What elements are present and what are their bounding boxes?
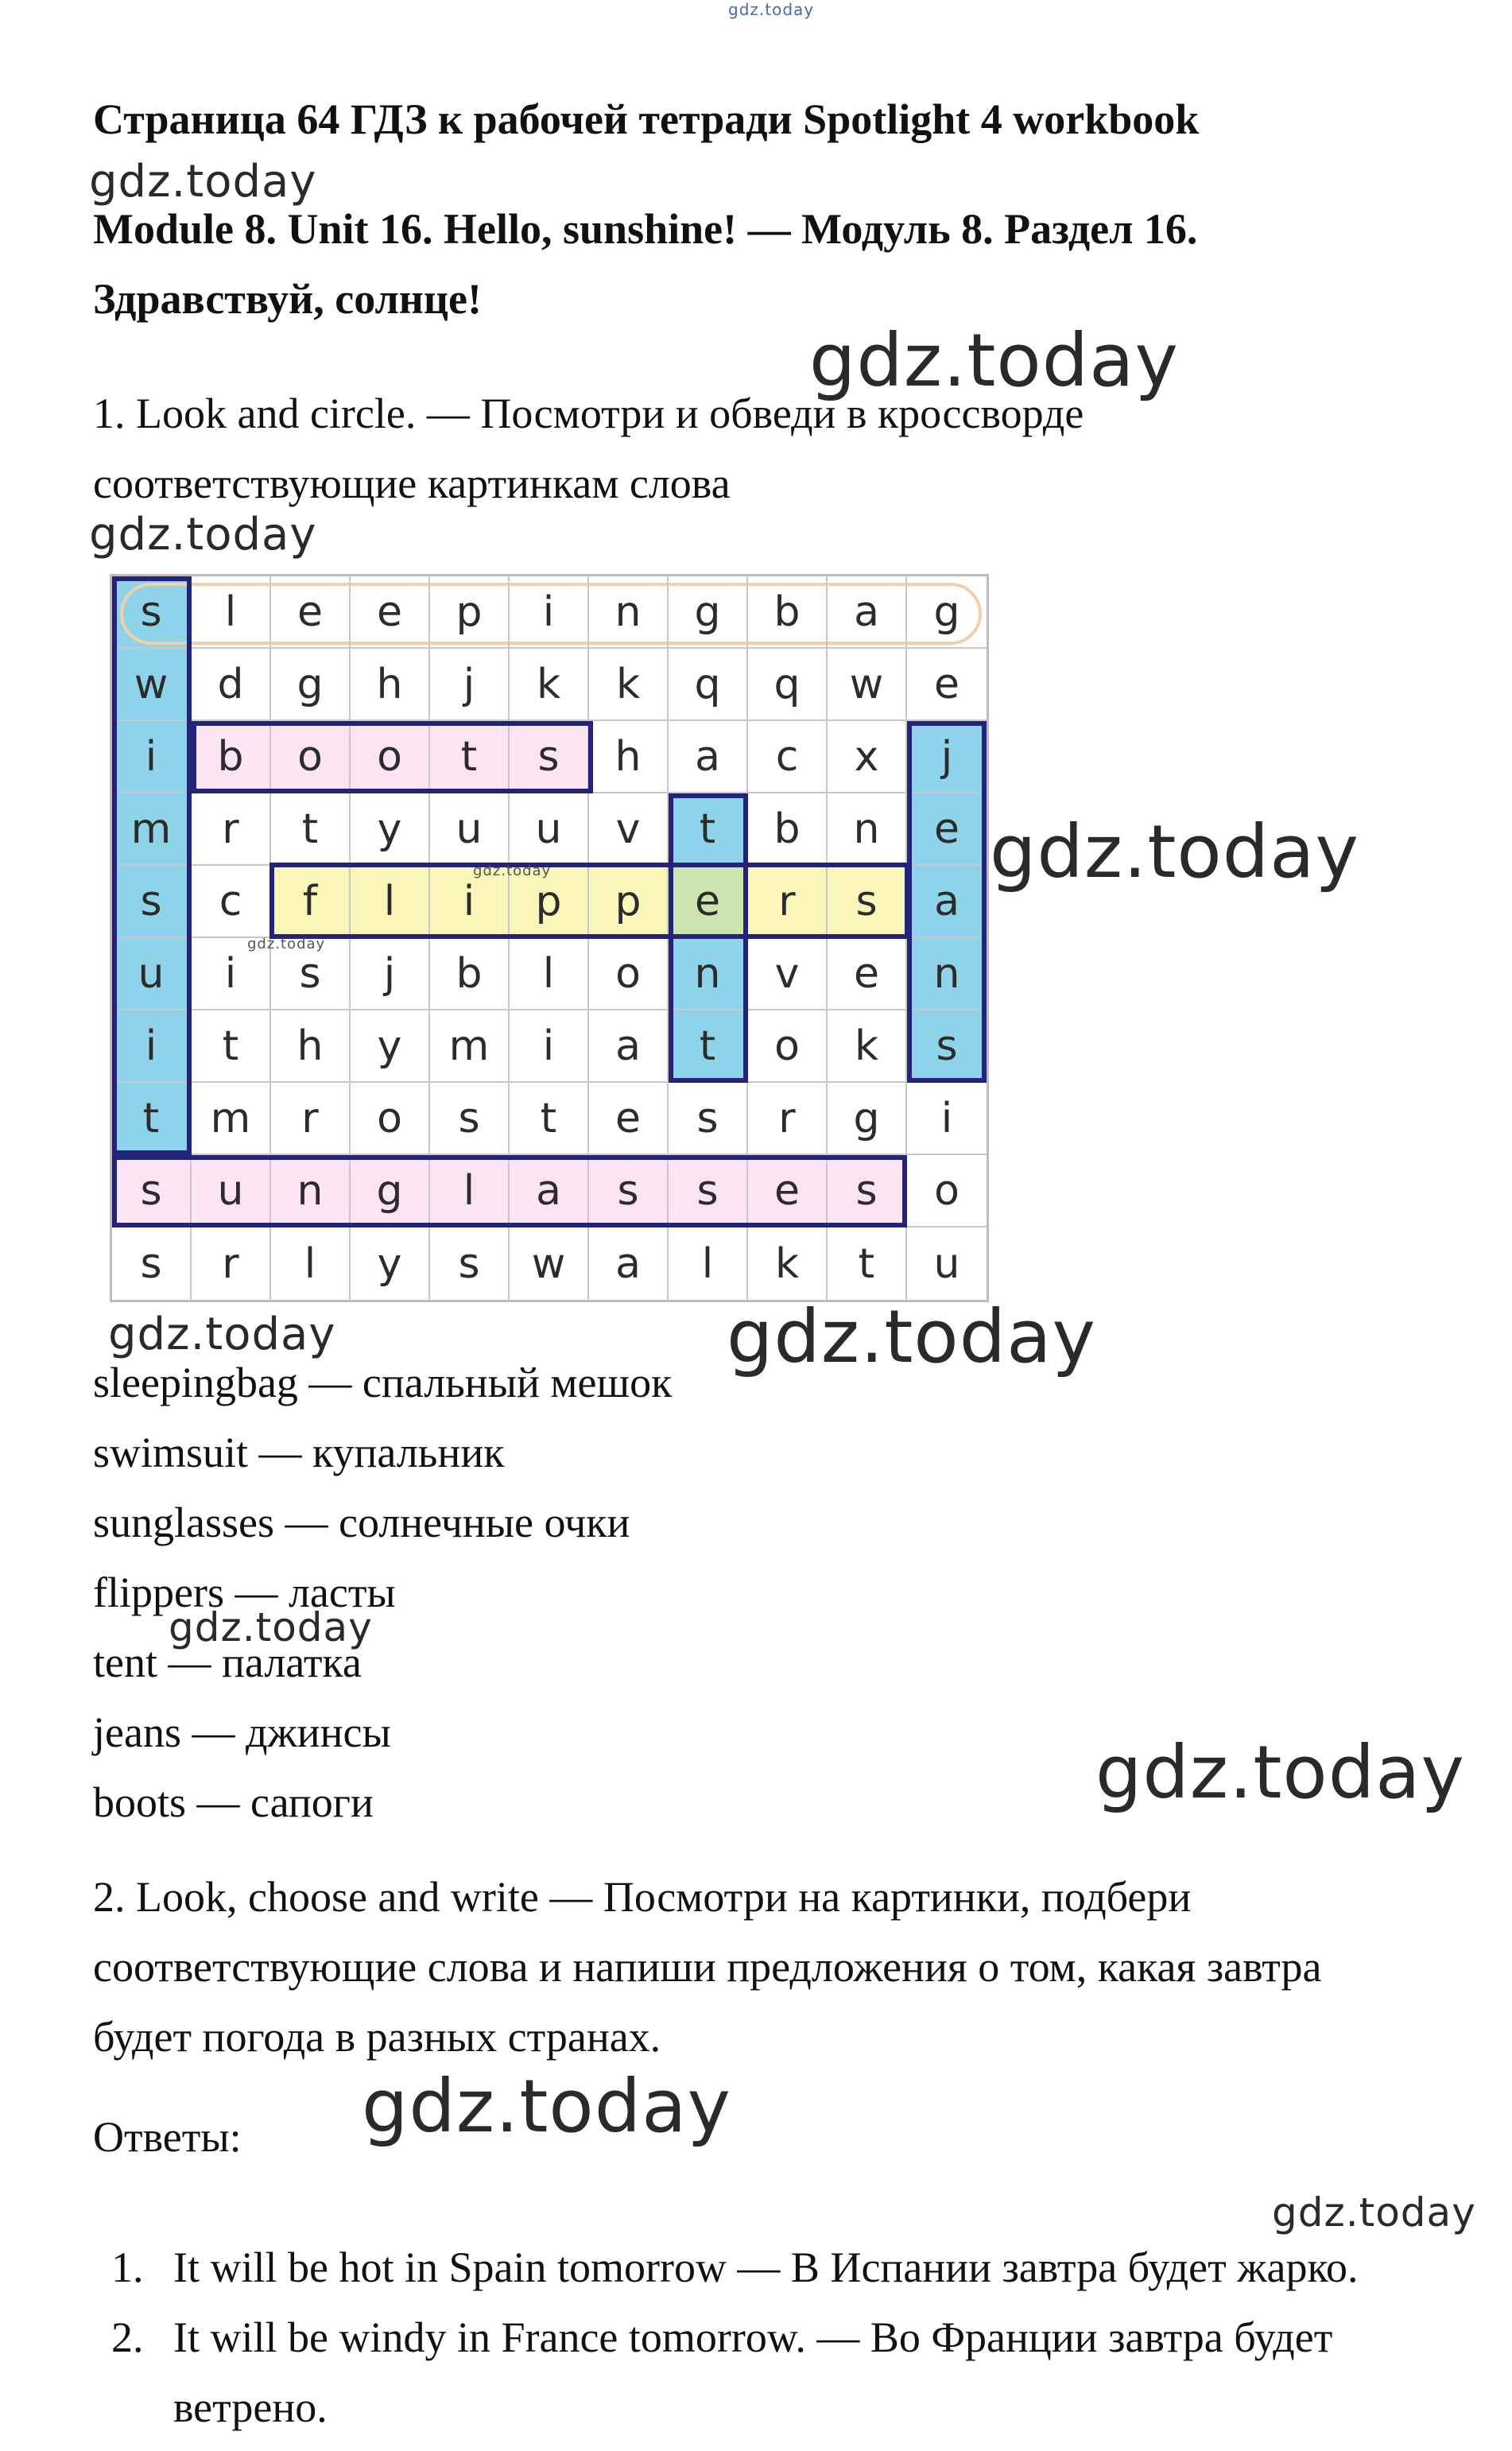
crossword-letter: t (699, 1022, 716, 1070)
crossword-grid (110, 574, 989, 1302)
outline-sunglasses (112, 1155, 907, 1227)
crossword-cell (589, 1083, 669, 1155)
crossword-letter: n (694, 949, 721, 998)
crossword-letter: m (210, 1094, 251, 1142)
crossword-cell (669, 721, 748, 793)
crossword-cell (430, 793, 510, 866)
crossword-letter: k (854, 1022, 879, 1070)
vocab-item: sunglasses — солнечные очки (93, 1499, 630, 1546)
crossword-cell (510, 1010, 589, 1083)
crossword-letter: s (458, 1094, 480, 1142)
vocab-item: tent — палатка (93, 1639, 362, 1686)
crossword-letter: b (773, 588, 801, 636)
answer-text: It will be windy in France tomorrow. — Во Франции завтра будет (173, 2313, 1333, 2361)
crossword-letter: c (775, 732, 799, 781)
crossword-letter: o (774, 1022, 800, 1070)
crossword-cell (192, 576, 271, 649)
crossword-cell (271, 1083, 351, 1155)
watermark: gdz.today (1095, 1730, 1465, 1815)
watermark: gdz.today (89, 509, 317, 560)
crossword-letter: u (456, 805, 483, 853)
answers-label: Ответы: (93, 2113, 242, 2161)
crossword-cell (589, 576, 669, 649)
crossword-letter: t (460, 732, 478, 781)
crossword-cell (589, 649, 669, 721)
crossword-cell (828, 1227, 907, 1300)
crossword-letter: i (463, 877, 475, 925)
crossword-letter: d (217, 660, 244, 708)
crossword-letter: r (778, 1094, 796, 1142)
crossword-letter: i (145, 1022, 157, 1070)
crossword-letter: y (377, 1022, 402, 1070)
crossword-letter: g (933, 588, 960, 636)
crossword-letter: g (694, 588, 721, 636)
crossword-letter: r (778, 877, 796, 925)
crossword-cell (828, 721, 907, 793)
crossword-letter: q (773, 660, 801, 708)
answer-number: 1. (111, 2244, 144, 2291)
answers-list (111, 2232, 1495, 2442)
crossword-cell (589, 938, 669, 1010)
crossword-letter: e (854, 949, 879, 998)
crossword-cell (510, 576, 589, 649)
crossword-letter: s (696, 1094, 719, 1142)
crossword-letter: f (302, 877, 318, 925)
watermark: gdz.today (990, 809, 1359, 894)
crossword-letter: i (224, 949, 237, 998)
crossword-cell (828, 576, 907, 649)
answer-number: 2. (111, 2313, 144, 2361)
crossword-letter: o (297, 732, 323, 781)
crossword-letter: e (695, 877, 720, 925)
crossword-cell (828, 793, 907, 866)
crossword-cell (669, 1083, 748, 1155)
crossword-letter: n (614, 588, 642, 636)
outline-swimsuit (112, 576, 192, 1155)
crossword-letter: x (854, 732, 879, 781)
crossword-letter: l (542, 949, 555, 998)
crossword-cell (510, 938, 589, 1010)
crossword-letter: o (615, 949, 641, 998)
crossword-letter: a (536, 1166, 561, 1215)
answer-text: It will be hot in Spain tomorrow — В Испании завтра будет жарко. (173, 2244, 1359, 2291)
crossword-letter: q (694, 660, 721, 708)
crossword-cell (271, 793, 351, 866)
crossword-cell (510, 649, 589, 721)
task2-line2: соответствующие слова и напиши предложения о том, какая завтра (93, 1943, 1322, 1991)
crossword-cell (192, 1227, 271, 1300)
crossword-cell (748, 793, 828, 866)
task2-line3: будет погода в разных странах. (93, 2013, 661, 2061)
crossword-cell (351, 649, 430, 721)
crossword-letter: i (940, 1094, 953, 1142)
crossword-letter: t (858, 1239, 875, 1288)
crossword-letter: h (614, 732, 642, 781)
crossword-letter: s (458, 1239, 480, 1288)
crossword-letter: t (699, 805, 716, 853)
crossword-letter: n (297, 1166, 324, 1215)
watermark: gdz.today (362, 2064, 731, 2149)
crossword-letter: g (297, 660, 324, 708)
crossword-cell (271, 1227, 351, 1300)
crossword-letter: y (377, 805, 402, 853)
crossword-letter: n (933, 949, 960, 998)
crossword-letter: i (145, 732, 157, 781)
crossword-cell (828, 938, 907, 1010)
crossword-cell (351, 1083, 430, 1155)
crossword-letter: i (542, 1022, 555, 1070)
crossword-letter: u (933, 1239, 960, 1288)
task1-line1: 1. Look and circle. — Посмотри и обведи в кроссворде (93, 390, 1084, 437)
crossword-cell (748, 1010, 828, 1083)
crossword-cell (828, 649, 907, 721)
vocab-item: sleepingbag — спальный мешок (93, 1359, 673, 1406)
crossword-letter: l (304, 1239, 316, 1288)
crossword-letter: s (855, 1166, 878, 1215)
crossword-letter: a (854, 588, 879, 636)
crossword-letter: g (376, 1166, 403, 1215)
crossword-letter: v (615, 805, 641, 853)
crossword-letter: r (222, 1239, 239, 1288)
crossword-letter: s (855, 877, 878, 925)
crossword-letter: s (617, 1166, 639, 1215)
crossword-letter: s (936, 1022, 958, 1070)
page-title-line3: Здравствуй, солнце! (93, 275, 482, 323)
crossword-letter: e (934, 805, 960, 853)
crossword-letter: l (463, 1166, 475, 1215)
watermark: gdz.today (108, 1309, 336, 1360)
crossword-letter: n (853, 805, 880, 853)
task1-line2: соответствующие картинкам слова (93, 460, 731, 507)
crossword-cell (907, 1155, 987, 1227)
crossword-cell (748, 1083, 828, 1155)
crossword-cell (510, 1083, 589, 1155)
crossword-letter: o (377, 1094, 402, 1142)
crossword-letter: p (614, 877, 642, 925)
crossword-letter: u (217, 1166, 244, 1215)
vocab-item: flippers — ласты (93, 1569, 396, 1616)
crossword-cell (430, 1083, 510, 1155)
crossword-cell (589, 793, 669, 866)
vocab-item: jeans — джинсы (93, 1708, 391, 1756)
crossword-letter: m (448, 1022, 490, 1070)
crossword-cell (669, 576, 748, 649)
crossword-cell (907, 1227, 987, 1300)
crossword-cell (351, 576, 430, 649)
crossword-cell (192, 1010, 271, 1083)
crossword-cell (828, 1010, 907, 1083)
crossword-cell (430, 1010, 510, 1083)
crossword-letter: w (134, 660, 169, 708)
answer-item (111, 2232, 1495, 2302)
crossword-letter: b (456, 949, 483, 998)
crossword-letter: e (377, 588, 402, 636)
crossword-letter: p (535, 877, 562, 925)
crossword-cell (351, 938, 430, 1010)
watermark: gdz.today (809, 318, 1179, 403)
crossword-cell (430, 649, 510, 721)
crossword-cell (112, 1227, 192, 1300)
crossword-letter: j (383, 949, 396, 998)
vocab-item: boots — сапоги (93, 1778, 374, 1826)
crossword-cell (192, 793, 271, 866)
crossword-letter: w (849, 660, 884, 708)
crossword-letter: j (463, 660, 475, 708)
crossword-letter: s (696, 1166, 719, 1215)
crossword-cell (192, 1083, 271, 1155)
crossword-cell (589, 1227, 669, 1300)
crossword-letter: l (224, 588, 237, 636)
crossword-letter: k (615, 660, 641, 708)
crossword-cell (748, 1227, 828, 1300)
answer-item (111, 2302, 1495, 2442)
crossword-cell (907, 1083, 987, 1155)
watermark: gdz.today (169, 1604, 373, 1650)
crossword-letter: a (615, 1022, 641, 1070)
answer-text-cont: ветрено. (173, 2383, 328, 2431)
crossword-letter: s (140, 588, 162, 636)
crossword-letter: o (934, 1166, 960, 1215)
watermark-tiny: gdz.today (247, 936, 326, 952)
crossword-cell (351, 1010, 430, 1083)
crossword-letter: i (542, 588, 555, 636)
crossword-cell (907, 649, 987, 721)
crossword-letter: t (301, 805, 319, 853)
crossword-letter: a (695, 732, 720, 781)
crossword-letter: s (140, 1166, 162, 1215)
crossword-letter: t (540, 1094, 557, 1142)
crossword-cell (192, 649, 271, 721)
crossword-letter: e (934, 660, 960, 708)
crossword-letter: a (615, 1239, 641, 1288)
crossword-letter: u (138, 949, 165, 998)
crossword-cell (351, 1227, 430, 1300)
crossword-cell (748, 576, 828, 649)
crossword-cell (748, 721, 828, 793)
crossword-letter: h (297, 1022, 324, 1070)
crossword-cell (510, 1227, 589, 1300)
crossword-cell (907, 576, 987, 649)
crossword-letter: k (536, 660, 561, 708)
crossword-cell (828, 1083, 907, 1155)
crossword-cell (192, 866, 271, 938)
crossword-letter: t (222, 1022, 239, 1070)
crossword-letter: j (940, 732, 953, 781)
crossword-cell (271, 649, 351, 721)
crossword-letter: h (376, 660, 403, 708)
crossword-letter: e (774, 1166, 800, 1215)
crossword-cell (589, 721, 669, 793)
crossword-letter: t (142, 1094, 160, 1142)
watermark: gdz.today (1272, 2189, 1476, 2236)
crossword-letter: v (774, 949, 800, 998)
crossword-letter: l (383, 877, 396, 925)
crossword-cell (589, 1010, 669, 1083)
crossword-letter: p (456, 588, 483, 636)
page-title-line2: Module 8. Unit 16. Hello, sunshine! — Модуль 8. Раздел 16. (93, 205, 1198, 253)
crossword-letter: s (537, 732, 560, 781)
crossword-letter: s (140, 1239, 162, 1288)
watermark: gdz.today (727, 1294, 1096, 1379)
crossword-letter: g (853, 1094, 880, 1142)
crossword-letter: s (299, 949, 321, 998)
crossword-letter: e (615, 1094, 641, 1142)
crossword-cell (748, 938, 828, 1010)
crossword-cell (271, 1010, 351, 1083)
task2-line1: 2. Look, choose and write — Посмотри на картинки, подбери (93, 1873, 1192, 1921)
crossword-letter: u (535, 805, 562, 853)
watermark-tiny: gdz.today (473, 863, 552, 879)
crossword-cell (669, 1227, 748, 1300)
crossword-letter: b (773, 805, 801, 853)
crossword-letter: e (297, 588, 323, 636)
crossword-cell (271, 576, 351, 649)
crossword-letter: m (130, 805, 172, 853)
crossword-cell (430, 938, 510, 1010)
crossword-cell (351, 793, 430, 866)
crossword-cell (510, 793, 589, 866)
crossword-letter: a (934, 877, 960, 925)
crossword-letter: b (217, 732, 244, 781)
outline-jeans (907, 721, 987, 1083)
crossword-letter: c (219, 877, 242, 925)
crossword-letter: y (377, 1239, 402, 1288)
watermark: gdz.today (89, 156, 317, 207)
crossword-letter: k (774, 1239, 800, 1288)
page-title-line1: Страница 64 ГДЗ к рабочей тетради Spotlight 4 workbook (93, 95, 1200, 143)
crossword-cell (669, 649, 748, 721)
crossword-letter: l (701, 1239, 714, 1288)
crossword-letter: o (377, 732, 402, 781)
crossword-cell (430, 1227, 510, 1300)
outline-flippers (269, 863, 909, 939)
crossword-letter: w (531, 1239, 566, 1288)
crossword-letter: r (301, 1094, 319, 1142)
watermark-top: gdz.today (728, 0, 815, 19)
crossword-cell (430, 576, 510, 649)
outline-boots (192, 721, 593, 793)
crossword-letter: s (140, 877, 162, 925)
vocab-item: swimsuit — купальник (93, 1429, 505, 1476)
crossword-letter: r (222, 805, 239, 853)
crossword-cell (748, 649, 828, 721)
